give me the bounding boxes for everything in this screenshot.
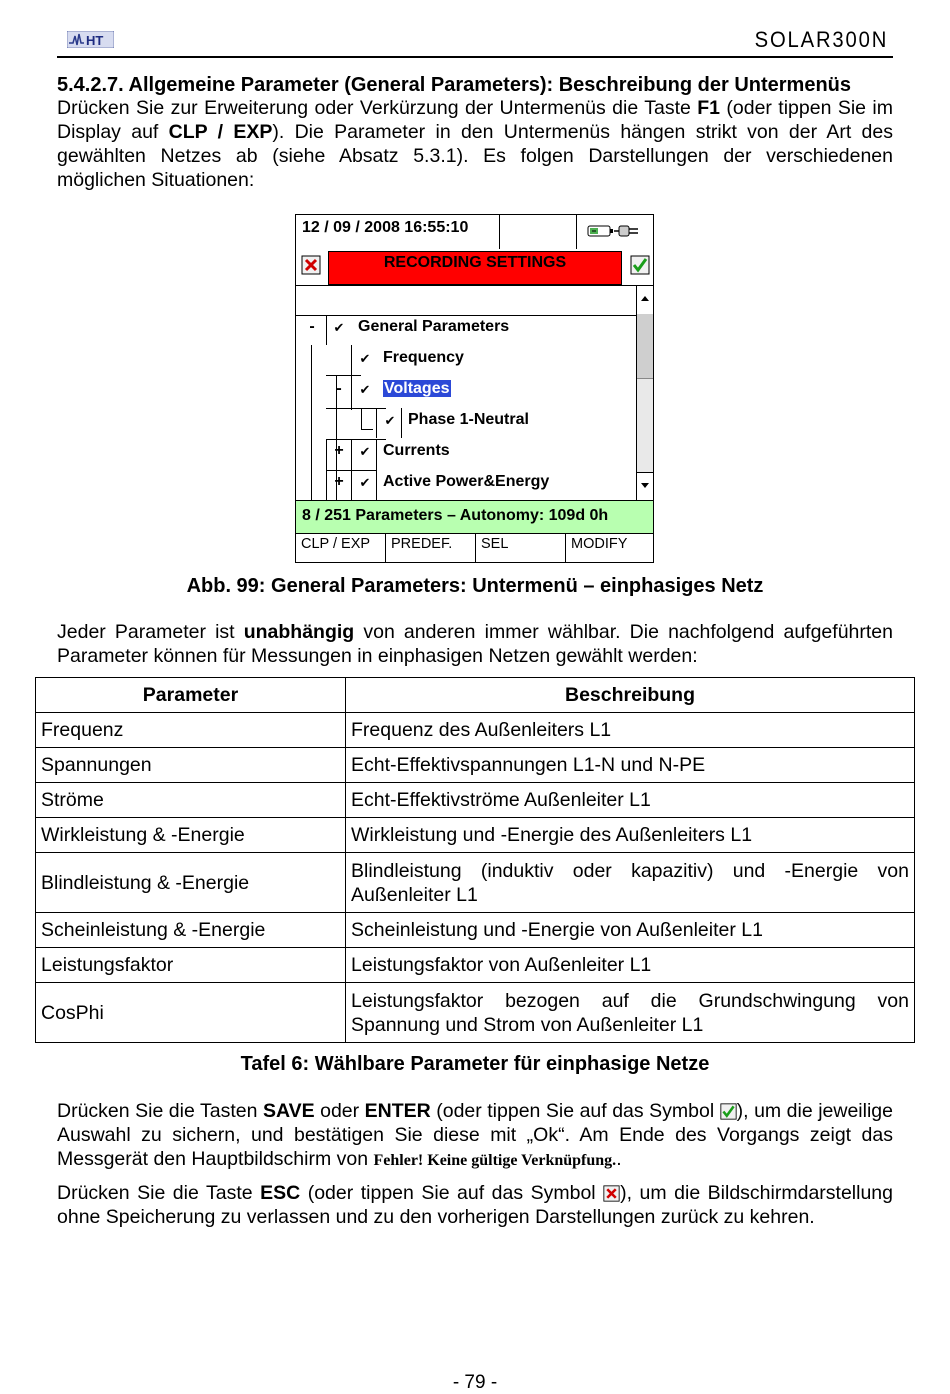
key-esc: ESC: [260, 1182, 301, 1204]
header-divider: [57, 56, 893, 58]
scroll-thumb[interactable]: [637, 314, 653, 379]
intro-paragraph: Drücken Sie zur Erweiterung oder Verkürzung der Untermenüs die Taste F1 (oder tippen Sie im Display auf CLP / EXP). Die Parameter in den Untermenüs hängen strikt von der Art des gewählten Netzes ab (siehe Absatz 5.3.1). Es folgen Darstellungen der verschiedenen möglichen Situationen:: [57, 97, 893, 191]
table-caption: Tafel 6: Wählbare Parameter für einphasige Netze: [240, 1053, 710, 1075]
table-row: [36, 853, 915, 913]
collapse-toggle[interactable]: -: [336, 380, 342, 397]
key-clp-exp: CLP / EXP: [168, 121, 273, 143]
table-cell: Wirkleistung & -Energie: [36, 818, 346, 853]
table-cell: Blindleistung & -Energie: [36, 853, 346, 913]
tree-item-currents[interactable]: Currents: [383, 442, 450, 459]
status-text: 8 / 251 Parameters – Autonomy: 109d 0h: [302, 507, 609, 524]
parameter-table: [35, 677, 915, 1043]
cancel-icon: [603, 1185, 620, 1202]
table-row: [36, 913, 915, 948]
scroll-up-button[interactable]: [637, 286, 653, 315]
tree-line: [311, 345, 312, 500]
table-cell: Frequenz: [36, 713, 346, 748]
tree-item-general-parameters[interactable]: General Parameters: [358, 318, 510, 335]
ht-logo: [67, 31, 114, 48]
column-header-description: Beschreibung: [346, 678, 915, 713]
table-cell: Echt-Effektivspannungen L1-N und N-PE: [346, 748, 915, 783]
column-header-parameter: Parameter: [36, 678, 346, 713]
section-title: 5.4.2.7. Allgemeine Parameter (General Parameters): Beschreibung der Untermenüs: [57, 74, 852, 96]
table-header-row: [36, 678, 915, 713]
collapse-toggle[interactable]: -: [309, 318, 315, 335]
tree-line: [361, 429, 373, 430]
table-row: [36, 818, 915, 853]
tree-line: [326, 375, 361, 376]
table-row: [36, 948, 915, 983]
status-bar: [296, 500, 653, 534]
check-icon[interactable]: ✔: [359, 444, 371, 459]
tree-line: [326, 439, 386, 440]
check-icon[interactable]: ✔: [359, 475, 371, 490]
battery-plug-icon: [586, 222, 646, 240]
table-cell: Spannungen: [36, 748, 346, 783]
table-cell: Leistungsfaktor bezogen auf die Grundschwingung von Spannung und Strom von Außenleiter L1: [346, 983, 915, 1043]
table-cell: Leistungsfaktor von Außenleiter L1: [346, 948, 915, 983]
key-save: SAVE: [262, 1100, 315, 1122]
screen-title-bar: [328, 251, 622, 285]
esc-paragraph: Drücken Sie die Taste ESC (oder tippen Sie auf das Symbol ), um die Bildschirmdarstellung ohne Speicherung zu verlassen und zu den vorherigen Darstellungen zurück zu kehren.: [57, 1182, 893, 1228]
model-name: SOLAR300N: [754, 27, 888, 52]
tree-line: [326, 408, 386, 409]
page-number: - 79 -: [452, 1372, 498, 1393]
expand-toggle[interactable]: +: [334, 473, 344, 490]
check-icon[interactable]: ✔: [384, 413, 396, 428]
scrollbar[interactable]: [636, 286, 653, 500]
table-row: [36, 983, 915, 1043]
table-cell: Echt-Effektivströme Außenleiter L1: [346, 783, 915, 818]
tree-line: [361, 408, 362, 430]
header-separator: [499, 215, 500, 249]
check-icon[interactable]: ✔: [359, 382, 371, 397]
expand-toggle[interactable]: +: [334, 442, 344, 459]
parameter-paragraph: Jeder Parameter ist unabhängig von anderen immer wählbar. Die nachfolgend aufgeführten Parameter können für Messungen in einphasigen Netzen gewählt werden:: [57, 621, 893, 667]
cancel-icon[interactable]: [301, 255, 321, 275]
table-cell: CosPhi: [36, 983, 346, 1043]
table-row: [36, 783, 915, 818]
table-cell: Wirkleistung und -Energie des Außenleiters L1: [346, 818, 915, 853]
table-cell: Scheinleistung & -Energie: [36, 913, 346, 948]
fkey-modify[interactable]: MODIFY: [571, 536, 628, 552]
recording-settings-screen: [295, 214, 654, 563]
screen-datetime: 12 / 09 / 2008 16:55:10: [302, 219, 469, 236]
scroll-down-button[interactable]: [637, 472, 653, 501]
figure-caption: Abb. 99: General Parameters: Untermenü – einphasiges Netz: [186, 575, 764, 597]
arrow-down-icon: [641, 483, 649, 488]
check-icon[interactable]: ✔: [333, 320, 345, 335]
key-f1: F1: [697, 97, 720, 119]
tree-item-active-power-energy[interactable]: Active Power&Energy: [383, 473, 550, 490]
fkey-sel[interactable]: SEL: [476, 534, 566, 562]
tree-line: [376, 408, 377, 438]
confirm-icon[interactable]: [630, 255, 650, 275]
tree-line: [351, 345, 352, 375]
check-icon[interactable]: ✔: [359, 351, 371, 366]
tree-item-frequency[interactable]: Frequency: [383, 349, 464, 366]
table-row: [36, 748, 915, 783]
tree-row-line: [296, 315, 636, 316]
tree-line: [351, 375, 352, 410]
selected-item-highlight[interactable]: Voltages: [384, 380, 450, 397]
svg-text:HT: HT: [86, 33, 104, 48]
save-paragraph: Drücken Sie die Tasten SAVE oder ENTER (oder tippen Sie auf das Symbol ), um die jeweilige Auswahl zu sichern, und bestätigen Sie diese mit „Ok“. Am Ende des Vorgangs zeigt das Messgerät den Hauptbildschirm von Fehler! Keine gültige Verknüpfung..: [57, 1100, 893, 1170]
confirm-icon: [720, 1103, 737, 1120]
table-row: [36, 713, 915, 748]
divider: [296, 285, 653, 286]
table-cell: Blindleistung (induktiv oder kapazitiv) und -Energie von Außenleiter L1: [346, 853, 915, 913]
table-cell: Leistungsfaktor: [36, 948, 346, 983]
tree-line: [326, 470, 376, 471]
tree-item-phase-1-neutral[interactable]: Phase 1-Neutral: [408, 411, 529, 428]
broken-reference-text: Fehler! Keine gültige Verknüpfung.: [373, 1152, 617, 1169]
table-cell: Ströme: [36, 783, 346, 818]
key-enter: ENTER: [364, 1100, 431, 1122]
table-cell: Scheinleistung und -Energie von Außenleiter L1: [346, 913, 915, 948]
table-cell: Frequenz des Außenleiters L1: [346, 713, 915, 748]
fkey-clp-exp[interactable]: CLP / EXP: [296, 534, 386, 562]
header-separator: [576, 215, 577, 249]
fkey-predef[interactable]: PREDEF.: [386, 534, 476, 562]
tree-item-voltages[interactable]: [383, 380, 451, 398]
arrow-up-icon: [641, 296, 649, 301]
screen-title: RECORDING SETTINGS: [383, 254, 567, 271]
